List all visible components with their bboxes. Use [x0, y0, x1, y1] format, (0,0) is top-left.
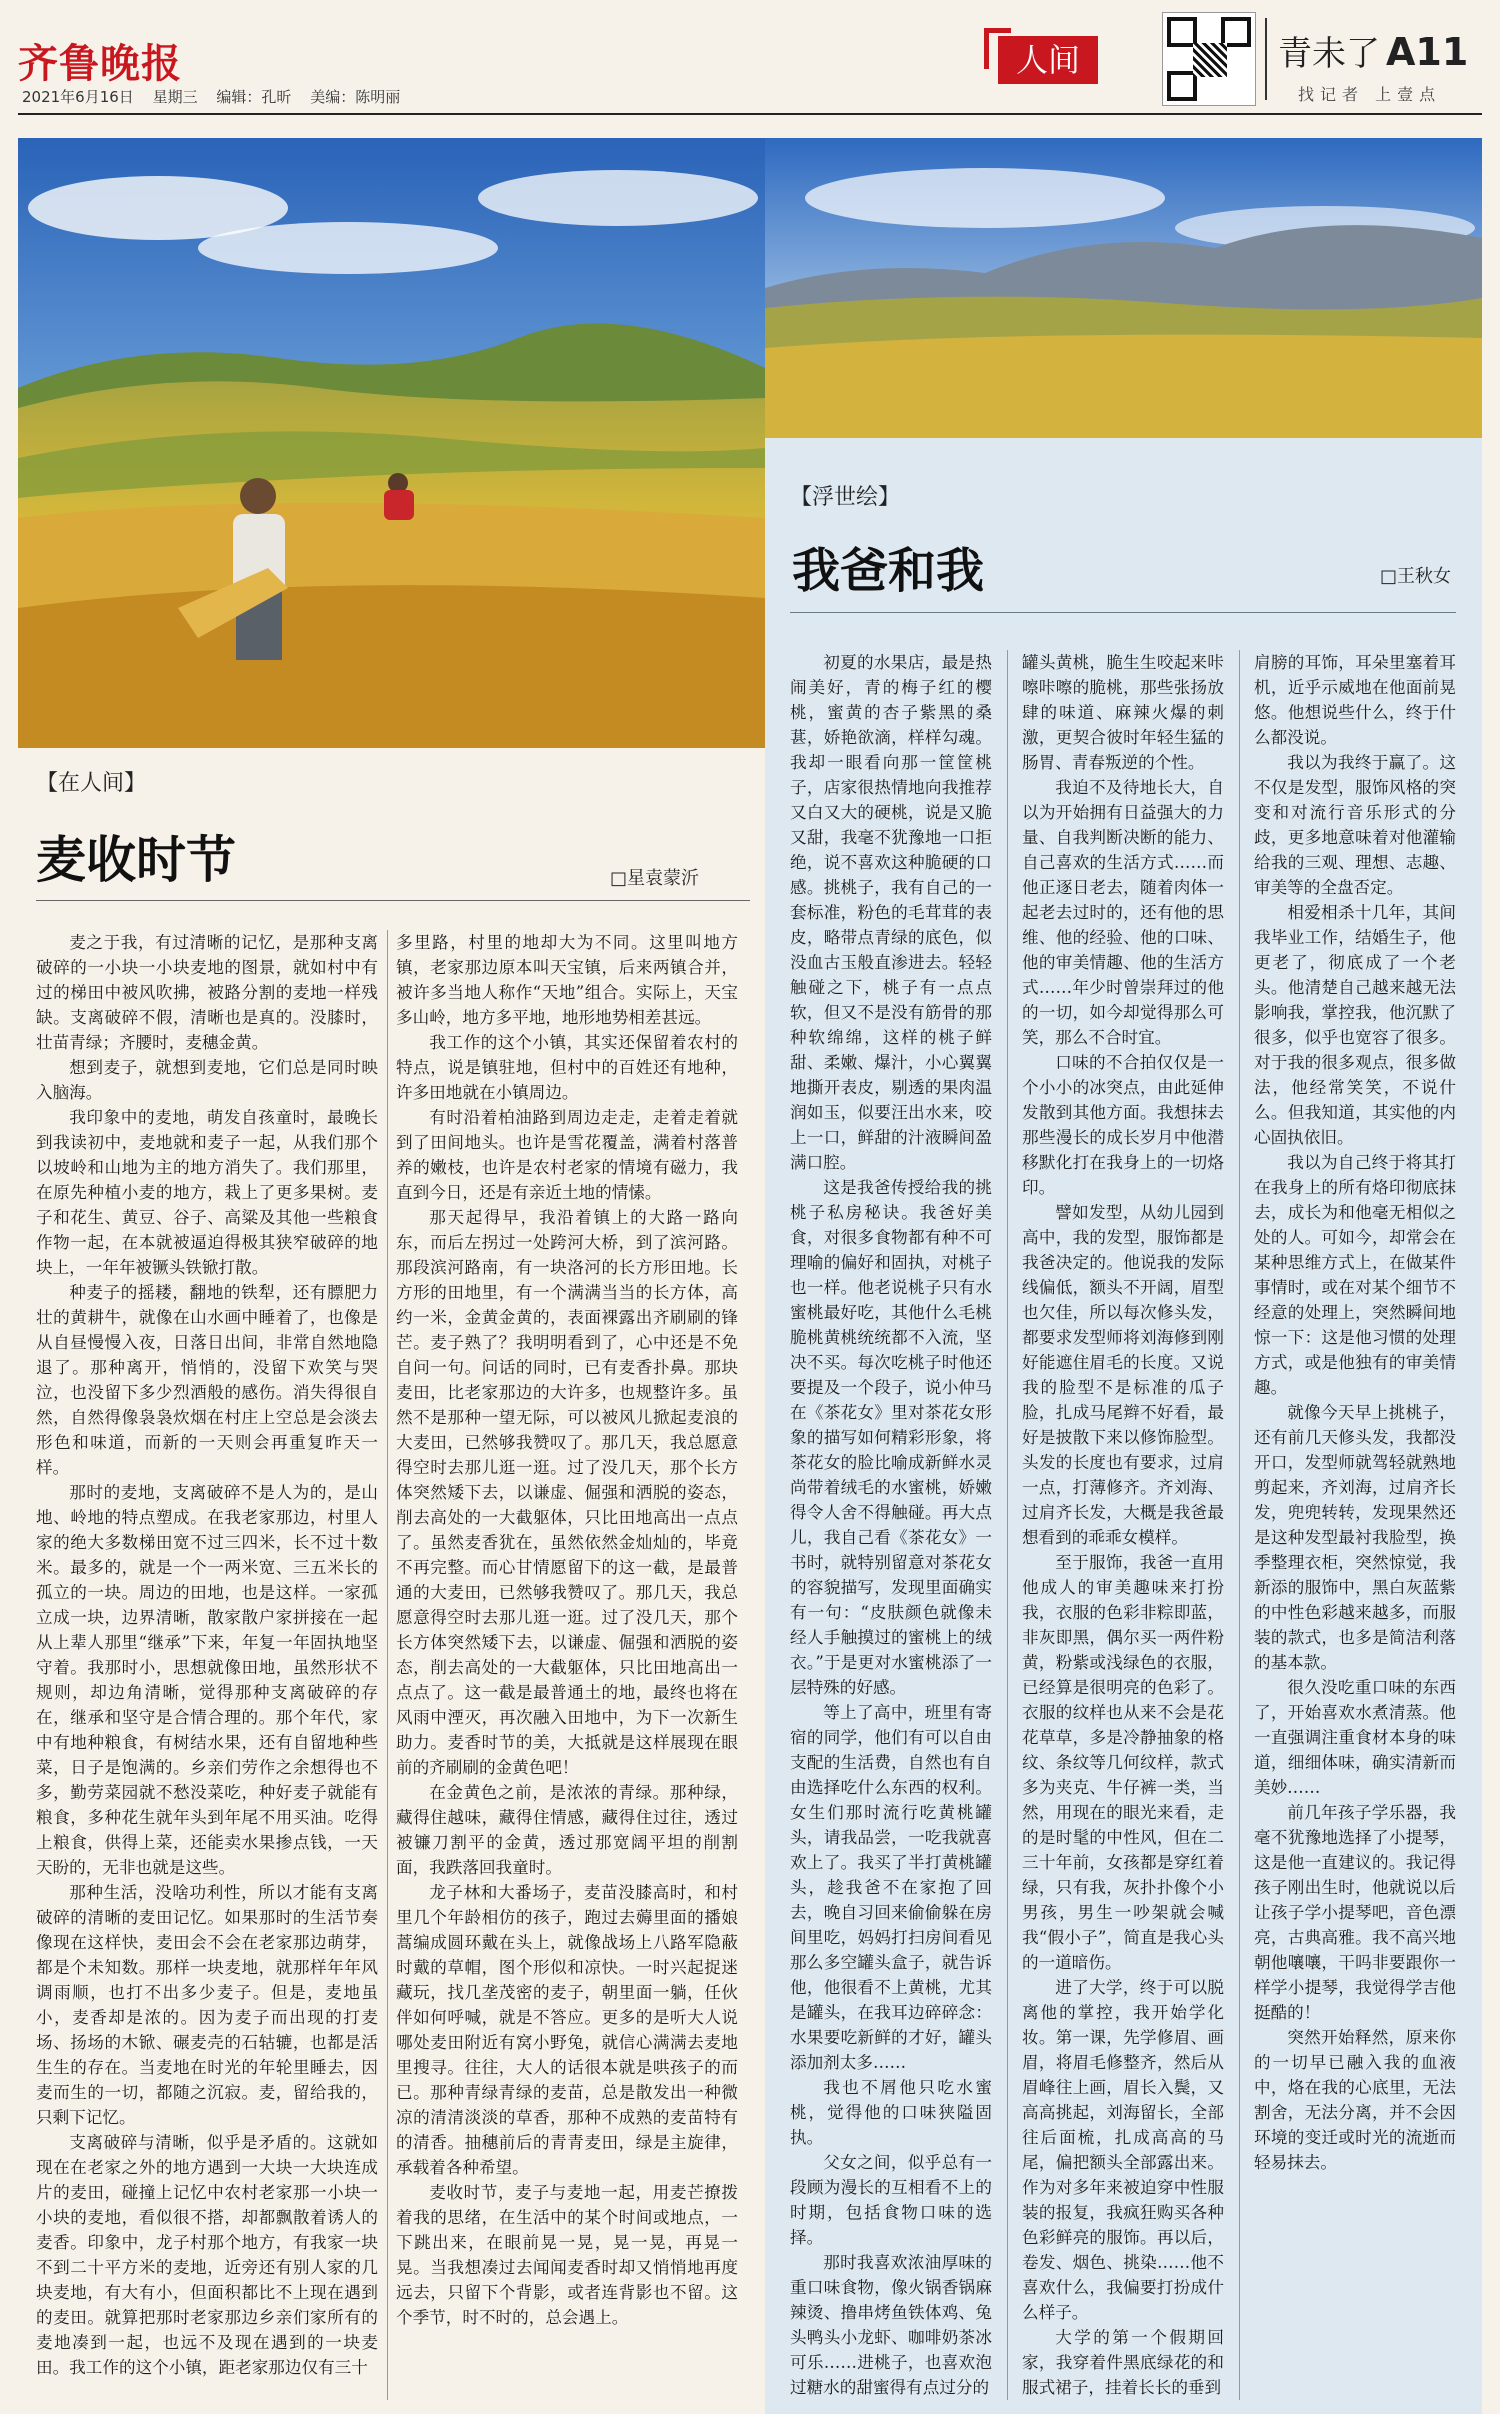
paragraph: 初夏的水果店，最是热闹美好，青的梅子红的樱桃，蜜黄的杏子紫黑的桑葚，娇艳欲滴，样样勾魂。我却一眼看向那一筐筐桃子，店家很热情地向我推荐又白又大的硬桃，说是又脆又甜，我毫不犹豫地一口拒绝，说不喜欢这种脆硬的口感。挑桃子，我有自己的一套标准，粉色的毛茸茸的表皮，略带点青绿的底色，似没血古玉般直渗进去。轻轻触碰之下，桃子有一点点软，但又不是没有筋骨的那种软绵绵，这样的桃子鲜甜、柔嫩、爆汁，小心翼翼地撕开表皮，剔透的果肉温润如玉，似要汪出水来，咬上一口，鲜甜的汁液瞬间盈满口腔。 [790, 653, 992, 1172]
article1-column-2 [396, 930, 738, 2402]
editor-credit: 编辑：孔昕 [216, 88, 292, 106]
paragraph: 进了大学，终于可以脱离他的掌控，我开始学化妆。第一课，先学修眉、画眉，将眉毛修整齐，然后从眉峰往上画，眉长入鬓，又高高挑起，刘海留长，全部往后面梳，扎成高高的马尾，偏把额头全部露出来。作为对多年来被迫穿中性服装的报复，我疯狂购买各种色彩鲜亮的服饰。再以后，卷发、烟色、挑染……他不喜欢什么，我偏要打扮成什么样子。 [1022, 1978, 1224, 2322]
masthead [0, 0, 1500, 125]
column-divider [1239, 650, 1240, 2400]
paragraph: 突然开始释然，原来你的一切早已融入我的血液中，烙在我的心底里，无法割舍，无法分离，并不会因环境的变迁或时光的流逝而轻易抹去。 [1254, 2028, 1456, 2172]
paragraph: 罐头黄桃，脆生生咬起来咔嚓咔嚓的脆桃，那些张扬放肆的味道、麻辣火爆的刺激，更契合彼时年轻生猛的肠胃、青春叛逆的个性。 [1022, 653, 1224, 772]
header-rule [18, 113, 1482, 115]
paragraph: 那天起得早，我沿着镇上的大路一路向东，而后左拐过一处跨河大桥，到了滨河路。那段滨河路南，有一块洛河的长方形田地。长方形的田地里，有一个满满当当的长方体，高约一米，金黄金黄的，表面裸露出齐刷刷的锋芒。麦子熟了？我明明看到了，心中还是不免自问一句。问话的同时，已有麦香扑鼻。那块麦田，比老家那边的大许多，也规整许多。虽然不是那种一望无际，可以被风儿掀起麦浪的大麦田，已然够我赞叹了。那几天，我总愿意得空时去那儿逛一逛。过了没几天，那个长方体突然矮下去，以谦虚、倔强和洒脱的姿态，削去高处的一大截躯体，只比田地高出一点点了。虽然麦香犹在，虽然依然金灿灿的，毕竟不再完整。而心甘情愿留下的这一截，是最普通的大麦田，已然够我赞叹了。那几天，我总愿意得空时去那儿逛一逛。过了没几天，那个长方体突然矮下去，以谦虚、倔强和洒脱的姿态，削去高处的一大截躯体，只比田地高出一点点了。这一截是最普通土的地，最终也将在风雨中湮灭，再次融入田地中，为下一次新生助力。麦香时节的美，大抵就是这样展现在眼前的齐刷刷的金黄色吧！ [396, 1208, 738, 1777]
page-name: 青未了 A11 [1278, 30, 1469, 74]
article1-title-rule [36, 900, 750, 901]
issue-date: 2021年6月16日 [22, 88, 134, 106]
paragraph: 前几年孩子学乐器，我毫不犹豫地选择了小提琴，这是他一直建议的。我记得孩子刚出生时，他就说以后让孩子学小提琴吧，音色漂亮，古典高雅。我不高兴地朝他嚷嚷，干吗非要跟你一样学小提琴，我觉得学吉他挺酷的！ [1254, 1803, 1456, 2022]
article2-column-2 [1022, 650, 1224, 2402]
article1-column-1 [36, 930, 378, 2402]
paragraph: 那时的麦地，支离破碎不是人为的，是山地、岭地的特点塑成。在我老家那边，村里人家的绝大多数梯田宽不过三四米，长不过十数米。最多的，就是一个一两米宽、三五米长的孤立的一块。周边的田地，也是这样。一家孤立成一块，边界清晰，散家散户家拼接在一起从上辈人那里“继承”下来，年复一年固执地坚守着。我那时小，思想就像田地，虽然形状不规则，却边角清晰，觉得那种支离破碎的存在，继承和坚守是合情合理的。那个年代，家中有地种粮食，有树结水果，还有自留地种些菜，日子是饱满的。乡亲们劳作之余想得也不多，勤劳菜园就不愁没菜吃，种好麦子就能有粮食，多种花生就年头到年尾不用买油。吃得上粮食，供得上菜，还能卖水果掺点钱，一天天盼的，无非也就是这些。 [36, 1483, 378, 1877]
paragraph: 那种生活，没啥功利性，所以才能有支离破碎的清晰的麦田记忆。如果那时的生活节奏像现在这样快，麦田会不会在老家那边萌芽，都是个未知数。那样一块麦地，就那样年年风调雨顺，也打不出多少麦子。但是，麦地虽小，麦香却是浓的。因为麦子而出现的打麦场、扬场的木锨、碾麦壳的石轱辘，也都是活生生的存在。当麦地在时光的年轮里睡去，因麦而生的一切，都随之沉寂。麦，留给我的，只剩下记忆。 [36, 1883, 378, 2127]
article1-author: □星袁蒙沂 [610, 868, 700, 889]
paragraph: 口味的不合拍仅仅是一个小小的冰突点，由此延伸发散到其他方面。我想抹去那些漫长的成长岁月中他潜移默化打在我身上的一切烙印。 [1022, 1053, 1224, 1197]
paragraph: 我以为我终于赢了。这不仅是发型，服饰风格的突变和对流行音乐形式的分歧，更多地意味着对他灌输给我的三观、理想、志趣、审美等的全盘否定。 [1254, 753, 1456, 897]
paragraph: 我也不屑他只吃水蜜桃，觉得他的口味狭隘固执。 [790, 2078, 992, 2147]
paragraph: 大学的第一个假期回家，我穿着件黑底绿花的和服式裙子，挂着长长的垂到 [1022, 2328, 1224, 2397]
divider [1265, 18, 1267, 100]
paragraph: 这是我爸传授给我的挑桃子私房秘诀。我爸好美食，对很多食物都有种不可理喻的偏好和固执，对桃子也一样。他老说桃子只有水蜜桃最好吃，其他什么毛桃脆桃黄桃统统都不入流，坚决不买。每次吃桃子时他还要提及一个段子，说小仲马在《茶花女》里对茶花女形象的描写如何精彩形象，将茶花女的脸比喻成新鲜水灵尚带着绒毛的水蜜桃，娇嫩得令人舍不得触碰。再大点儿，我自己看《茶花女》一书时，就特别留意对茶花女的容貌描写，发现里面确实有一句：“皮肤颜色就像未经人手触摸过的蜜桃上的绒衣。”于是更对水蜜桃添了一层特殊的好感。 [790, 1178, 992, 1697]
section-label: 人间 [998, 36, 1098, 84]
article2-title-rule [790, 612, 1456, 613]
column-divider [1007, 650, 1008, 2400]
paragraph: 我迫不及待地长大，自以为开始拥有日益强大的力量、自我判断决断的能力、自己喜欢的生活方式……而他正逐日老去，随着肉体一起老去过时的，还有他的思维、他的经验、他的口味、他的审美情趣、他的生活方式……年少时曾崇拜过的他的一切，如今却觉得那么可笑，那么不合时宜。 [1022, 778, 1224, 1047]
paragraph: 多里路，村里的地却大为不同。这里叫地方镇，老家那边原本叫天宝镇，后来两镇合并，被许多当地人称作“天地”组合。实际上，天宝多山岭，地方多平地，地形地势相差甚远。 [396, 933, 738, 1027]
dateline [22, 86, 414, 107]
paragraph: 支离破碎与清晰，似乎是矛盾的。这就如现在在老家之外的地方遇到一大块一大块连成片的麦田，碰撞上记忆中农村老家那一小块一小块的麦地，看似很不搭，却都飘散着诱人的麦香。印象中，龙子村那个地方，有我家一块不到二十平方米的麦地，近旁还有别人家的几块麦地，有大有小，但面积都比不上现在遇到的麦田。就算把那时老家那边乡亲们家所有的麦地凑到一起，也远不及现在遇到的一块麦田。我工作的这个小镇，距老家那边仅有三十 [36, 2133, 378, 2377]
article1-title: 麦收时节 [36, 831, 236, 889]
paragraph: 龙子林和大番场子，麦苗没膝高时，和村里几个年龄相仿的孩子，跑过去薅里面的播娘蒿编成圆环戴在头上，就像战场上八路军隐蔽时戴的草帽，图个形似和凉快。一时兴起捉迷藏玩，找几垄茂密的麦子，朝里面一躺，任伙伴如何呼喊，就是不答应。更多的是听大人说哪处麦田附近有窝小野兔，就信心满满去麦地里搜寻。往往，大人的话很本就是哄孩子的而已。那种青绿青绿的麦苗，总是散发出一种微凉的清清淡淡的草香，那种不成熟的麦苗特有的清香。抽穗前后的青青麦田，绿是主旋律，承载着各种希望。 [396, 1883, 738, 2177]
paragraph: 麦收时节，麦子与麦地一起，用麦芒撩拨着我的思绪，在生活中的某个时间或地点，一下跳出来，在眼前晃一晃，晃一晃，再晃一晃。当我想凑过去闻闻麦香时却又悄悄地再度远去，只留下个背影，或者连背影也不留。这个季节，时不时的，总会遇上。 [396, 2183, 738, 2327]
paragraph: 就像今天早上挑桃子，还有前几天修头发，我都没开口，发型师就驾轻就熟地剪起来，齐刘海，过肩齐长发，兜兜转转，发现果然还是这种发型最衬我脸型，换季整理衣柜，突然惊觉，我新添的服饰中，黑白灰蓝紫的中性色彩越来越多，而服装的款式，也多是简洁利落的基本款。 [1254, 1403, 1456, 1672]
designer-credit: 美编：陈明丽 [310, 88, 401, 106]
wheat-harvest-photo [18, 138, 765, 748]
paragraph: 肩膀的耳饰，耳朵里塞着耳机，近乎示威地在他面前晃悠。他想说些什么，终于什么都没说。 [1254, 653, 1456, 747]
paragraph: 至于服饰，我爸一直用他成人的审美趣味来打扮我，衣服的色彩非粽即蓝，非灰即黑，偶尔买一两件粉黄，粉紫或浅绿色的衣服，已经算是很明亮的色彩了。衣服的纹样也从来不会是花花草草，多是冷静抽象的格纹、条纹等几何纹样，款式多为夹克、牛仔裤一类，当然，用现在的眼光来看，走的是时髦的中性风，但在二三十年前，女孩都是穿红着绿，只有我，灰扑扑像个小男孩，男生一吵架就会喊我“假小子”，简直是我心头的一道暗伤。 [1022, 1553, 1224, 1972]
qr-code-icon [1162, 12, 1256, 106]
newspaper-logo: 齐鲁晚报 [18, 40, 182, 87]
paragraph: 在金黄色之前，是浓浓的青绿。那种绿，藏得住越味，藏得住情感，藏得住过往，透过被镰刀割平的金黄，透过那宽阔平坦的削割面，我跌落回我童时。 [396, 1783, 738, 1877]
paragraph: 我以为自己终于将其打在我身上的所有烙印彻底抹去，成长为和他毫无相似之处的人。可如今，却常会在某种思维方式上，在做某件事情时，或在对某个细节不经意的处理上，突然瞬间地惊一下：这是他习惯的处理方式，或是他独有的审美情趣。 [1254, 1153, 1456, 1397]
article2-column-tag: 【浮世绘】 [790, 485, 901, 510]
page-number: A11 [1386, 30, 1469, 74]
paragraph: 等上了高中，班里有寄宿的同学，他们有可以自由支配的生活费，自然也有自由选择吃什么东西的权利。女生们那时流行吃黄桃罐头，请我品尝，一吃我就喜欢上了。我买了半打黄桃罐头，趁我爸不在家抱了回去，晚自习回来偷偷躲在房间里吃，妈妈打扫房间看见那么多空罐头盒子，就告诉他，他很看不上黄桃，尤其是罐头，在我耳边碎碎念：水果要吃新鲜的才好，罐头添加剂太多…… [790, 1703, 992, 2072]
paragraph: 我印象中的麦地，萌发自孩童时，最晚长到我读初中，麦地就和麦子一起，从我们那个以坡岭和山地为主的地方消失了。我们那里，在原先种植小麦的地方，栽上了更多果树。麦子和花生、黄豆、谷子、高粱及其他一些粮食作物一起，在本就被逼迫得极其狭窄破碎的地块上，一年年被镢头铁锨打散。 [36, 1108, 378, 1277]
article2-title: 我爸和我 [792, 543, 985, 599]
section-tag [984, 18, 1109, 88]
slogan: 找记者 上壹点 [1298, 85, 1442, 104]
paragraph: 有时沿着柏油路到周边走走，走着走着就到了田间地头。也许是雪花覆盖，满着村落普养的嫩枝，也许是农村老家的情境有磁力，我直到今日，还是有亲近土地的情愫。 [396, 1108, 738, 1202]
paragraph: 想到麦子，就想到麦地，它们总是同时映入脑海。 [36, 1058, 378, 1102]
paragraph: 麦之于我，有过清晰的记忆，是那种支离破碎的一小块一小块麦地的图景，就如村中有过的梯田中被风吹拂，被路分割的麦地一样残缺。支离破碎不假，清晰也是真的。没膝时，壮苗青绿；齐腰时，麦穗金黄。 [36, 933, 378, 1052]
paragraph: 很久没吃重口味的东西了，开始喜欢水煮清蒸。他一直强调注重食材本身的味道，细细体味，确实清新而美妙…… [1254, 1678, 1456, 1797]
issue-weekday: 星期三 [152, 88, 198, 106]
paragraph: 譬如发型，从幼儿园到高中，我的发型，服饰都是我爸决定的。他说我的发际线偏低，额头不开阔，眉型也欠佳，所以每次修头发，都要求发型师将刘海修到刚好能遮住眉毛的长度。又说我的脸型不是标准的瓜子脸，扎成马尾辫不好看，最好是披散下来以修饰脸型。头发的长度也有要求，过肩一点，打薄修齐。齐刘海、过肩齐长发，大概是我爸最想看到的乖乖女模样。 [1022, 1203, 1224, 1547]
paragraph: 那时我喜欢浓油厚味的重口味食物，像火锅香锅麻辣烫、撸串烤鱼铁体鸡、兔头鸭头小龙虾、咖啡奶茶冰可乐……进桃子，也喜欢泡过糖水的甜蜜得有点过分的 [790, 2253, 992, 2397]
article1-column-tag: 【在人间】 [36, 771, 147, 796]
paragraph: 种麦子的摇耧，翻地的铁犁，还有膘肥力壮的黄耕牛，就像在山水画中睡着了，也像是从自昼慢慢入夜，日落日出间，非常自然地隐退了。那种离开，悄悄的，没留下欢笑与哭泣，也没留下多少烈酒般的感伤。消失得很自然，自然得像袅袅炊烟在村庄上空总是会淡去形色和味道，而新的一天则会再重复昨天一样。 [36, 1283, 378, 1477]
paragraph: 父女之间，似乎总有一段顾为漫长的互相看不上的时期，包括食物口味的选择。 [790, 2153, 992, 2247]
paragraph: 我工作的这个小镇，其实还保留着农村的特点，说是镇驻地，但村中的百姓还有地种，许多田地就在小镇周边。 [396, 1033, 738, 1102]
article2-column-3 [1254, 650, 1456, 2402]
article2-column-1 [790, 650, 992, 2402]
wheat-field-landscape-photo [765, 138, 1482, 438]
column-divider [387, 930, 388, 2400]
paragraph: 相爱相杀十几年，其间我毕业工作，结婚生子，他更老了，彻底成了一个老头。他清楚自己越来越无法影响我，掌控我，他沉默了很多，似乎也宽容了很多。对于我的很多观点，很多做法，他经常笑笑，不说什么。但我知道，其实他的内心固执依旧。 [1254, 903, 1456, 1147]
article2-author: □王秋女 [1380, 566, 1452, 587]
